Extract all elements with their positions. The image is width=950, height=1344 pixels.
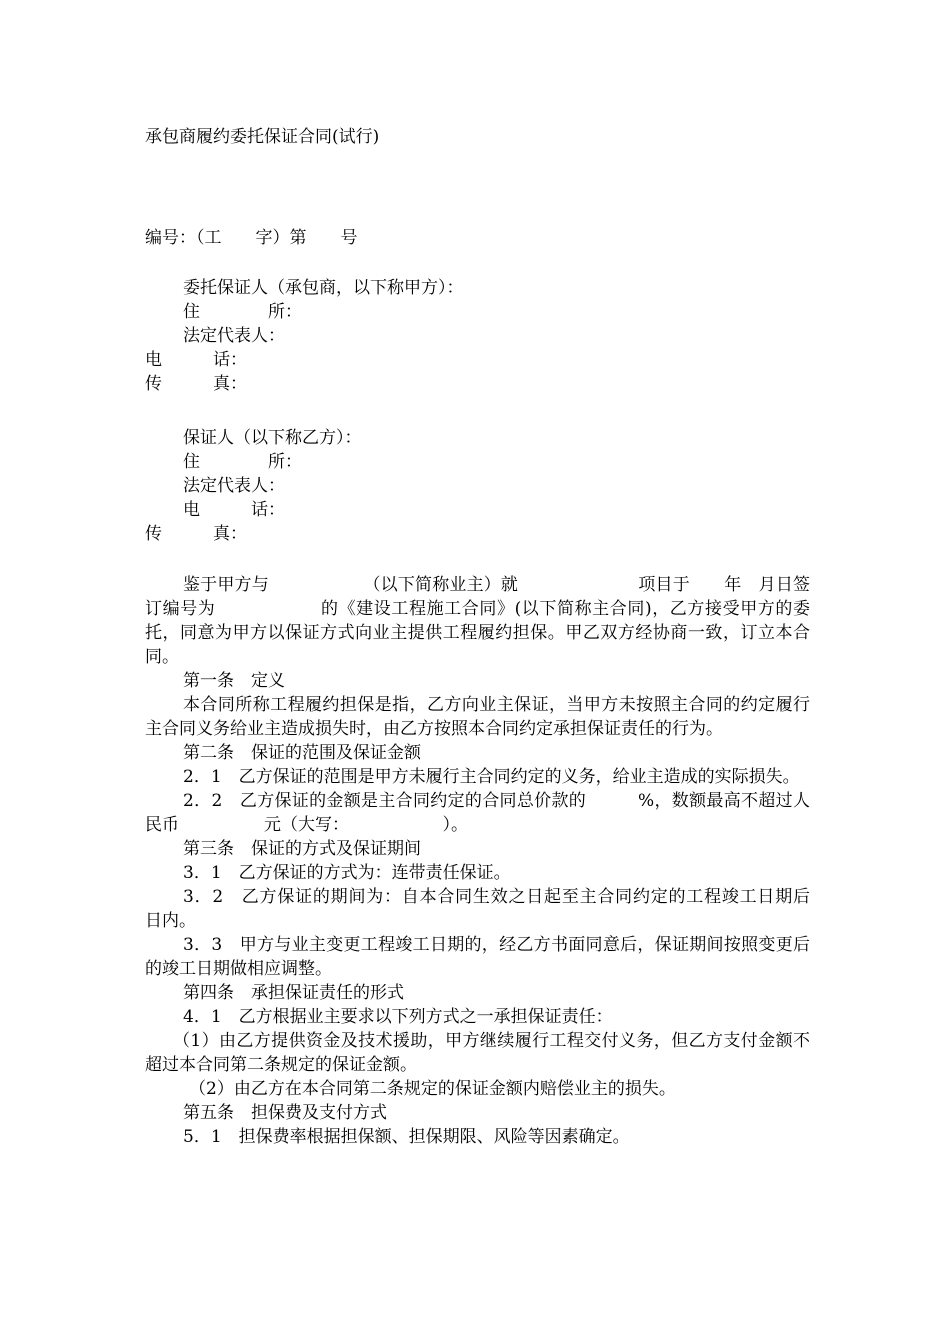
- document-title: 承包商履约委托保证合同(试行): [145, 127, 380, 147]
- contract-number-line: 编号：（工 字）第 号: [145, 228, 358, 248]
- party-a-phone: 电 话：: [145, 350, 247, 370]
- article-4-1: 4．1 乙方根据业主要求以下列方式之一承担保证责任：: [183, 1007, 613, 1027]
- party-b-legal-rep: 法定代表人：: [183, 476, 285, 496]
- article-1-title: 第一条 定义: [183, 671, 285, 691]
- preamble-paragraph: 鉴于甲方与 （以下简称业主）就 项目于 年 月日签订编号为 的《建设工程施工合同》(以下简称主合同)，乙方接受甲方的委托，同意为甲方以保证方式向业主提供工程履约担保。甲乙双方经协商一致，订立本合同。: [145, 575, 810, 667]
- party-a-address: 住 所：: [183, 302, 302, 322]
- party-a-heading: 委托保证人（承包商，以下称甲方）：: [183, 278, 464, 298]
- party-b-phone: 电 话：: [183, 500, 285, 520]
- contract-body: [145, 573, 895, 1149]
- article-5-title: 第五条 担保费及支付方式: [183, 1103, 387, 1123]
- party-a-block: [145, 276, 810, 396]
- article-3-1: 3．1 乙方保证的方式为：连带责任保证。: [183, 863, 511, 883]
- party-b-block: [145, 426, 810, 546]
- party-b-address: 住 所：: [183, 452, 302, 472]
- article-3-title: 第三条 保证的方式及保证期间: [183, 839, 421, 859]
- article-2-title: 第二条 保证的范围及保证金额: [183, 743, 421, 763]
- article-3-3: 3．3 甲方与业主变更工程竣工日期的，经乙方书面同意后，保证期间按照变更后的竣工日期做相应调整。: [145, 935, 810, 979]
- article-5-1: 5．1 担保费率根据担保额、担保期限、风险等因素确定。: [183, 1127, 630, 1147]
- party-a-legal-rep: 法定代表人：: [183, 326, 285, 346]
- article-4-title: 第四条 承担保证责任的形式: [183, 983, 404, 1003]
- party-a-fax: 传 真：: [145, 374, 247, 394]
- article-1-body: 本合同所称工程履约担保是指，乙方向业主保证，当甲方未按照主合同的约定履行主合同义务给业主造成损失时，由乙方按照本合同约定承担保证责任的行为。: [145, 695, 810, 739]
- party-b-fax: 传 真：: [145, 524, 247, 544]
- article-2-2: 2．2 乙方保证的金额是主合同约定的合同总价款的 %，数额最高不超过人民币 元（大写： ）。: [145, 791, 810, 835]
- article-4-1-option-2: （2）由乙方在本合同第二条规定的保证金额内赔偿业主的损失。: [189, 1079, 676, 1099]
- article-4-1-option-1: （1）由乙方提供资金及技术援助，甲方继续履行工程交付义务，但乙方支付金额不超过本合同第二条规定的保证金额。: [145, 1031, 810, 1075]
- article-3-2: 3．2 乙方保证的期间为：自本合同生效之日起至主合同约定的工程竣工日期后 日内。: [145, 887, 895, 931]
- party-b-heading: 保证人（以下称乙方）：: [183, 428, 362, 448]
- article-2-1: 2．1 乙方保证的范围是甲方未履行主合同约定的义务，给业主造成的实际损失。: [183, 767, 800, 787]
